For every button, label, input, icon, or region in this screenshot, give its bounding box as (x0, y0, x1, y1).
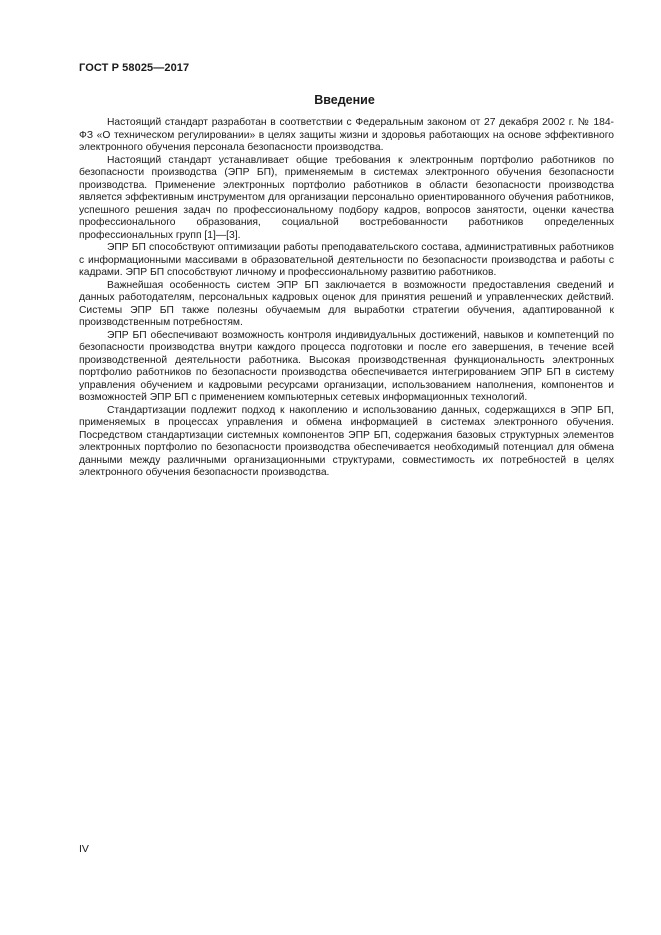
paragraph: Настоящий стандарт устанавливает общие требования к электронным портфолио работников по безопасности производства (ЭПР БП), применяемым в системах электронного обучения безопасности производства. Применение электронных портфолио работников в области безопасности производства является эффективным инструментом для организации персонально ориентированного обучения работников, успешного решения задач по профессиональному подбору кадров, вопросов занятости, оценки качества профессионального образования, социальной востребованности работников определенных профессиональных групп [1]—[3]. (79, 154, 614, 241)
paragraph: Настоящий стандарт разработан в соответствии с Федеральным законом от 27 декабря 2002 г. № 184-ФЗ «О техническом регулировании» в целях защиты жизни и здоровья работающих на основе эффективного электронного обучения персонала безопасности производства. (79, 117, 614, 153)
paragraph: ЭПР БП способствуют оптимизации работы преподавательского состава, административных работников с информационными массивами в образовательной деятельности по безопасности производства и работы с кадрами. ЭПР БП способствуют личному и профессиональному развитию работников. (79, 242, 614, 278)
paragraph: Стандартизации подлежит подход к накоплению и использованию данных, содержащихся в ЭПР БП, применяемых в процессах управления и обмена информацией в системах электронного обучения. Посредством стандартизации системных компонентов ЭПР БП, содержания базовых структурных элементов электронных портфолио по безопасности производства обеспечивается необходимый потенциал для обмена данными между различными организационными структурами, совместимость их потребностей в целях электронного обучения безопасности производства. (79, 404, 614, 478)
document-code: ГОСТ Р 58025—2017 (79, 62, 190, 74)
body-text (79, 117, 614, 480)
page-number: IV (79, 843, 89, 855)
paragraph: ЭПР БП обеспечивают возможность контроля индивидуальных достижений, навыков и компетенций по безопасности производства внутри каждого процесса подготовки и после его завершения, в течение всей производственной деятельности работника. Высокая производственная функциональность электронных портфолио работников по безопасности производства обеспечивается интегрированием ЭПР БП в систему управления обучением и кадровыми ресурсами организации, использованием наполнения, компонентов и возможностей ЭПР БП с применением компьютерных сетевых информационных технологий. (79, 329, 614, 403)
paragraph: Важнейшая особенность систем ЭПР БП заключается в возможности предоставления сведений и данных работодателям, персональных кадровых оценок для принятия решений и управленческих действий. Системы ЭПР БП также полезны обучаемым для выработки стратегии обучения, адаптированной к производственным потребностям. (79, 279, 614, 328)
section-title: Введение (314, 93, 375, 107)
